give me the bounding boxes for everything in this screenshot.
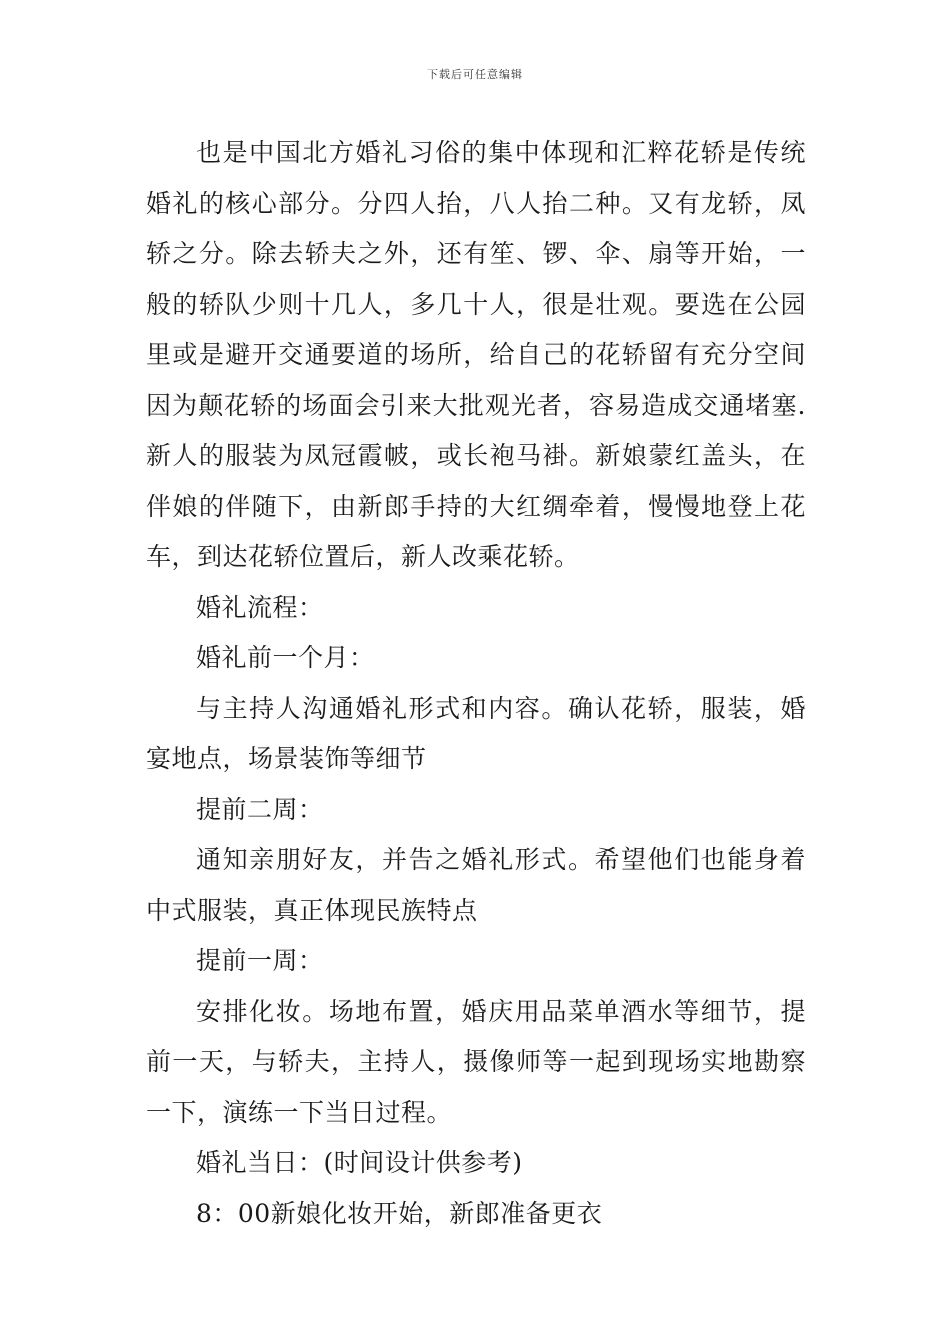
section-heading: 婚礼前一个月：: [196, 643, 375, 672]
body-paragraph: 与主持人沟通婚礼形式和内容。确认花轿，服装，婚宴地点，场景装饰等细节: [146, 693, 806, 773]
body-paragraph: 通知亲朋好友，并告之婚礼形式。希望他们也能身着中式服装，真正体现民族特点: [146, 845, 806, 925]
schedule-item: 8：00新娘化妆开始，新郎准备更衣: [196, 1198, 603, 1228]
section-heading: 提前一周：: [196, 946, 324, 975]
document-body: [146, 128, 806, 1239]
body-paragraph: 安排化妆。场地布置，婚庆用品菜单酒水等细节，提前一天，与轿夫，主持人，摄像师等一起到现场实地勘察一下，演练一下当日过程。: [146, 996, 806, 1127]
section-heading: 婚礼当日：(时间设计供参考): [196, 1148, 523, 1177]
header-note: 下载后可任意编辑: [427, 68, 523, 81]
section-heading: 婚礼流程：: [196, 592, 324, 622]
body-paragraph: 也是中国北方婚礼习俗的集中体现和汇粹花轿是传统婚礼的核心部分。分四人抬，八人抬二种。又有龙轿，凤轿之分。除去轿夫之外，还有笙、锣、伞、扇等开始，一般的轿队少则十几人，多几十人，很是壮观。要选在公园里或是避开交通要道的场所，给自己的花轿留有充分空间因为颠花轿的场面会引来大批观光者，容易造成交通堵塞.新人的服装为凤冠霞帔，或长袍马褂。新娘蒙红盖头，在伴娘的伴随下，由新郎手持的大红绸牵着，慢慢地登上花车，到达花轿位置后，新人改乘花轿。: [146, 138, 806, 571]
section-heading: 提前二周：: [196, 794, 324, 824]
